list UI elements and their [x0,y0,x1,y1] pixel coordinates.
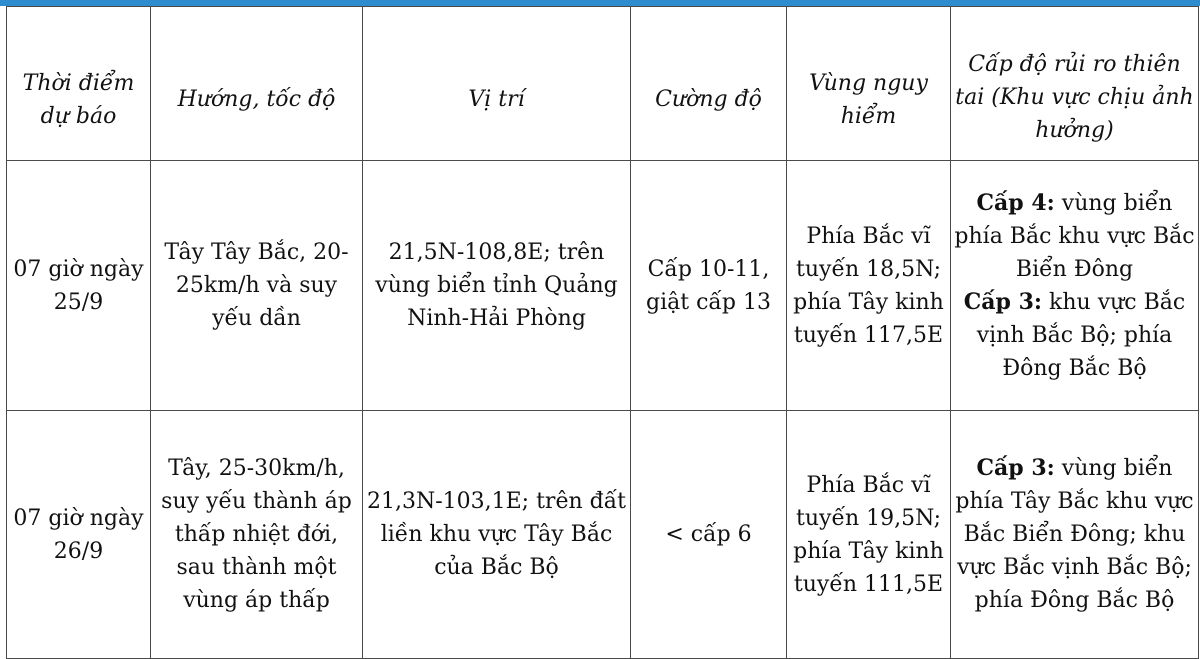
cell-time: 07 giờ ngày 25/9 [7,161,151,411]
cell-position: 21,5N-108,8E; trên vùng biển tỉnh Quảng Ninh-Hải Phòng [363,161,631,411]
cell-danger-zone: Phía Bắc vĩ tuyến 18,5N; phía Tây kinh tuyến 117,5E [787,161,951,411]
cell-direction: Tây Tây Bắc, 20-25km/h và suy yếu dần [151,161,363,411]
cell-intensity: Cấp 10-11, giật cấp 13 [631,161,787,411]
risk-entry [953,452,1196,617]
header-danger-zone: Vùng nguy hiểm [787,7,951,161]
risk-area: vùng biển phía Tây Bắc khu vực Bắc Biển Đông; khu vực Bắc vịnh Bắc Bộ; phía Đông Bắc Bộ [955,456,1194,613]
cell-intensity: < cấp 6 [631,411,787,659]
header-direction: Hướng, tốc độ [151,7,363,161]
risk-entry [953,286,1196,385]
table-header-row [7,7,1199,161]
header-intensity: Cường độ [631,7,787,161]
cell-position: 21,3N-103,1E; trên đất liền khu vực Tây Bắc của Bắc Bộ [363,411,631,659]
header-risk-level: Cấp độ rủi ro thiên tai (Khu vực chịu ảnh hưởng) [951,7,1199,161]
risk-area: khu vực Bắc vịnh Bắc Bộ; phía Đông Bắc Bộ [976,289,1186,381]
forecast-table [6,6,1199,659]
table-row [7,161,1199,411]
cell-time: 07 giờ ngày 26/9 [7,411,151,659]
risk-area: vùng biển phía Bắc khu vực Bắc Biển Đông [954,190,1195,282]
header-position: Vị trí [363,7,631,161]
cell-danger-zone: Phía Bắc vĩ tuyến 19,5N; phía Tây kinh tuyến 111,5E [787,411,951,659]
risk-entry [953,187,1196,286]
risk-level-label: Cấp 3: [976,455,1055,481]
cell-risk [951,161,1199,411]
cell-risk [951,411,1199,659]
table-row [7,411,1199,659]
header-time: Thời điểm dự báo [7,7,151,161]
risk-level-label: Cấp 4: [976,189,1055,216]
risk-level-label: Cấp 3: [963,288,1043,315]
cell-direction: Tây, 25-30km/h, suy yếu thành áp thấp nhiệt đới, sau thành một vùng áp thấp [151,411,363,659]
